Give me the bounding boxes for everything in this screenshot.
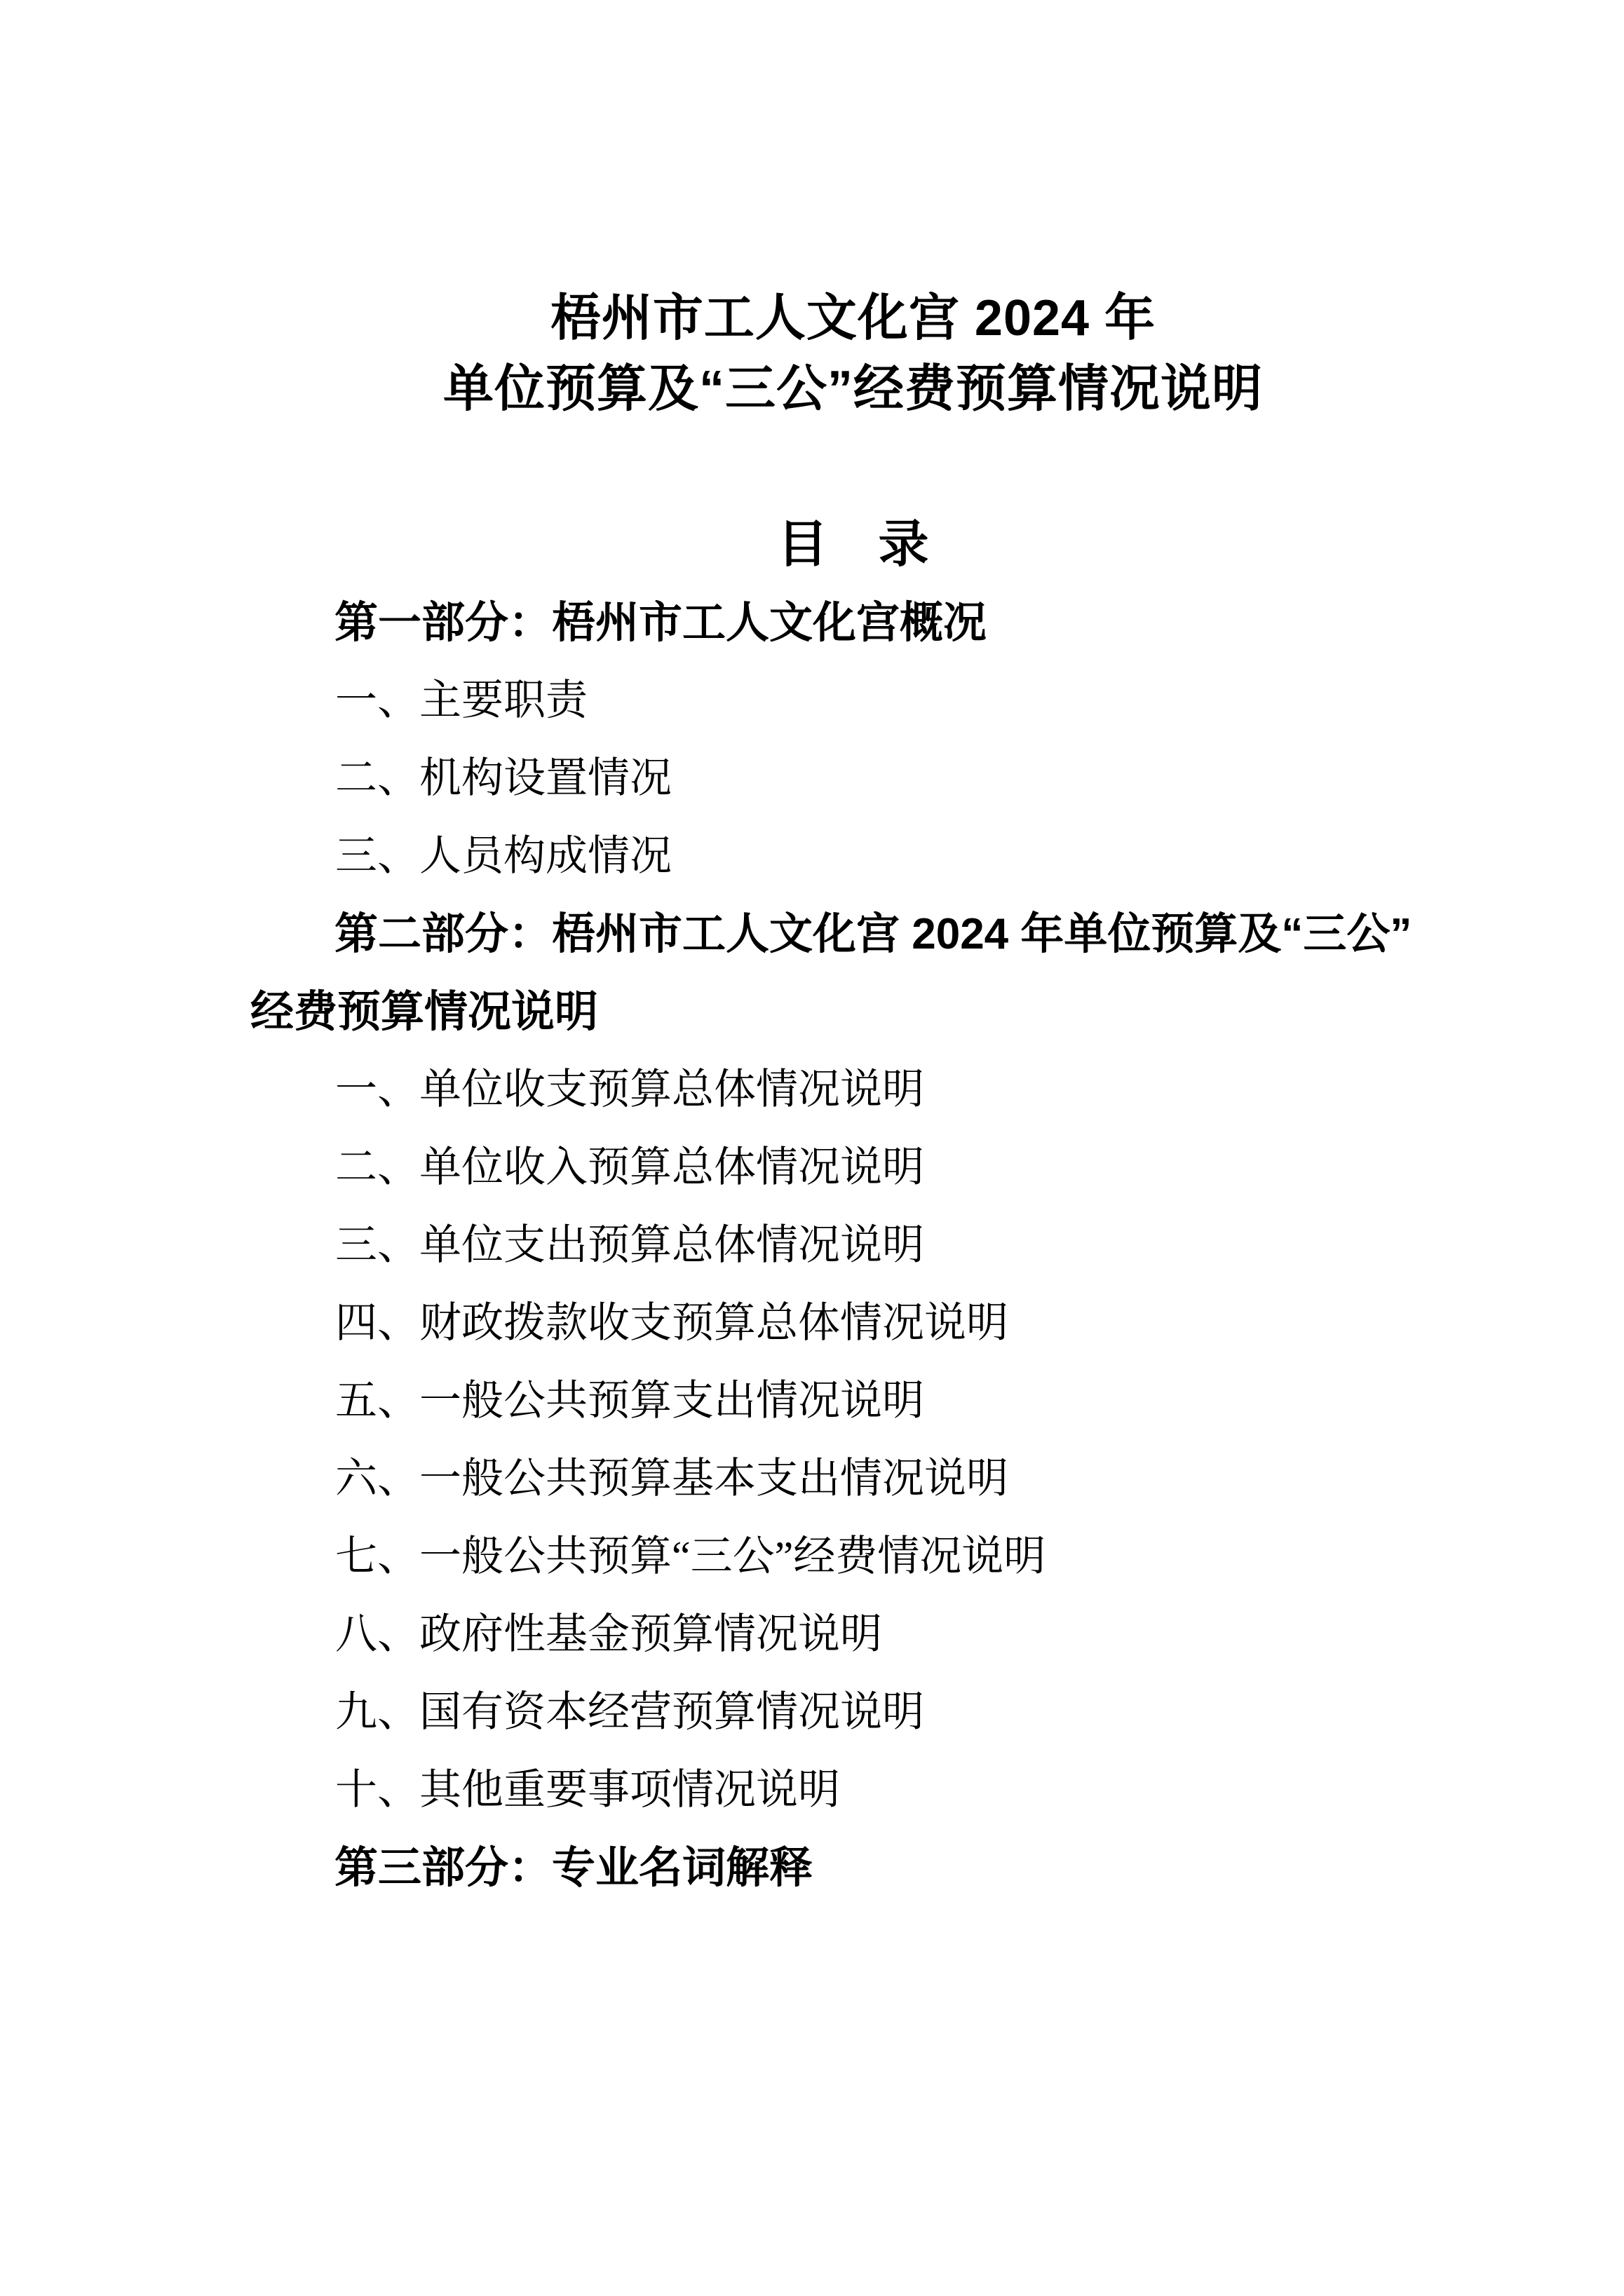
part-1-item-1: 一、主要职责 bbox=[335, 677, 588, 724]
part-2-heading-line-1: 第二部分：梧州市工人文化宫 2024 年单位预算及“三公” bbox=[334, 910, 1412, 958]
part-1-item-2: 二、机构设置情况 bbox=[335, 755, 672, 801]
part-2-item-9: 九、国有资本经营预算情况说明 bbox=[335, 1689, 924, 1735]
part-2-item-8: 八、政府性基金预算情况说明 bbox=[335, 1611, 882, 1657]
part-2-item-7: 七、一般公共预算“三公”经费情况说明 bbox=[335, 1533, 1046, 1580]
part-2-item-4: 四、财政拨款收支预算总体情况说明 bbox=[335, 1300, 1008, 1346]
part-1-heading: 第一部分：梧州市工人文化宫概况 bbox=[334, 599, 987, 647]
part-2-item-6: 六、一般公共预算基本支出情况说明 bbox=[335, 1455, 1008, 1502]
part-1-item-3: 三、人员构成情况 bbox=[335, 833, 672, 879]
doc-title-line-2: 单位预算及“三公”经费预算情况说明 bbox=[442, 361, 1263, 417]
part-2-item-10: 十、其他重要事项情况说明 bbox=[335, 1767, 840, 1813]
part-2-item-1: 一、单位收支预算总体情况说明 bbox=[335, 1066, 924, 1113]
part-2-heading-line-2: 经费预算情况说明 bbox=[250, 988, 599, 1036]
doc-title-line-1: 梧州市工人文化宫 2024 年 bbox=[550, 290, 1156, 346]
part-3-heading: 第三部分：专业名词解释 bbox=[334, 1844, 813, 1892]
document-title bbox=[250, 0, 1456, 425]
part-2-item-3: 三、单位支出预算总体情况说明 bbox=[335, 1222, 924, 1268]
document-content bbox=[250, 0, 1456, 1907]
part-2-item-2: 二、单位收入预算总体情况说明 bbox=[335, 1144, 924, 1190]
toc-heading: 目 录 bbox=[777, 517, 929, 573]
part-2-item-5: 五、一般公共预算支出情况说明 bbox=[335, 1378, 924, 1424]
